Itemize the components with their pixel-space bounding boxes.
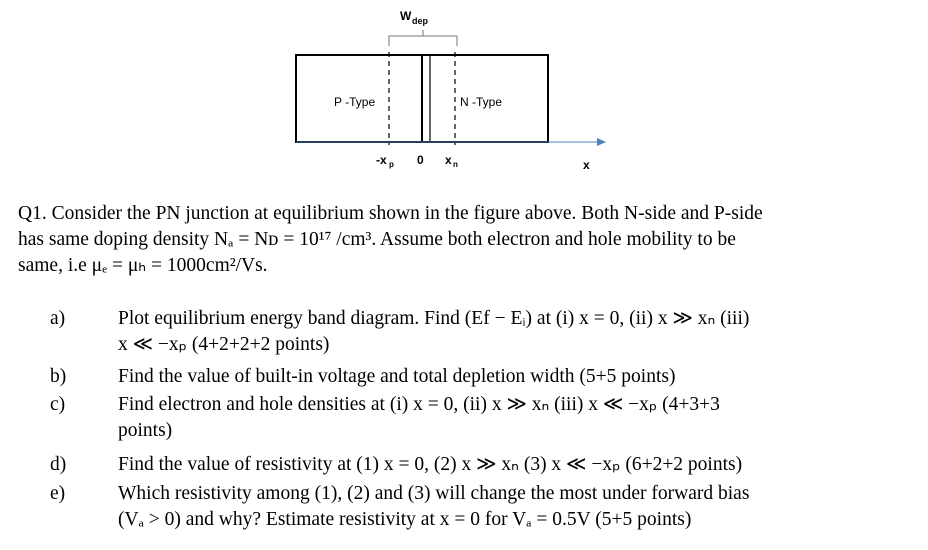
- part-b-text: [118, 364, 908, 390]
- part-b-line-1: Find the value of built-in voltage and total depletion width (5+5 points): [118, 366, 676, 387]
- xn-subscript: n: [453, 160, 458, 169]
- part-e-line-1: Which resistivity among (1), (2) and (3) will change the most under forward bias: [118, 483, 750, 504]
- part-e-line-2: (Vₐ > 0) and why? Estimate resistivity at x = 0 for Vₐ = 0.5V (5+5 points): [118, 509, 692, 530]
- part-d-line-1: Find the value of resistivity at (1) x = 0, (2) x ≫ xₙ (3) x ≪ −xₚ (6+2+2 points): [118, 454, 743, 475]
- part-a-line-1: Plot equilibrium energy band diagram. Find (Ef − Eᵢ) at (i) x = 0, (ii) x ≫ xₙ (iii): [118, 308, 750, 329]
- part-a-line-2: x ≪ −xₚ (4+2+2+2 points): [118, 334, 330, 355]
- part-c-line-2: points): [118, 420, 173, 441]
- question-text: [18, 201, 908, 279]
- p-type-label: P -Type: [334, 95, 376, 109]
- question-line-3: same, i.e μₑ = μₕ = 1000cm²/Vs.: [18, 255, 268, 276]
- part-a-letter: a): [50, 308, 66, 329]
- part-c-letter: c): [50, 394, 66, 415]
- neg-xp-subscript: p: [389, 160, 394, 169]
- question-line-2: has same doping density Nₐ = Nᴅ = 10¹⁷ /cm³. Assume both electron and hole mobility to be: [18, 229, 736, 250]
- n-type-label: N -Type: [460, 95, 503, 109]
- pn-junction-figure: [0, 0, 928, 195]
- zero-label: 0: [417, 153, 424, 167]
- part-e-text: [118, 481, 908, 533]
- w-dep-bracket: [389, 30, 457, 46]
- part-d-text: [118, 452, 908, 478]
- x-axis-label: x: [583, 158, 590, 172]
- part-b-letter: b): [50, 366, 67, 387]
- part-a-text: [118, 306, 908, 358]
- w-dep-label: W: [400, 9, 412, 23]
- part-c-line-1: Find electron and hole densities at (i) x = 0, (ii) x ≫ xₙ (iii) x ≪ −xₚ (4+3+3: [118, 394, 720, 415]
- xn-label: x: [445, 153, 452, 167]
- part-e-letter: e): [50, 483, 66, 504]
- part-d-letter: d): [50, 454, 67, 475]
- x-axis-arrowhead: [597, 138, 606, 146]
- neg-xp-label: -x: [376, 153, 387, 167]
- w-dep-subscript: dep: [412, 16, 429, 26]
- part-c-text: [118, 392, 908, 444]
- question-line-1: Q1. Consider the PN junction at equilibrium shown in the figure above. Both N-side and P-side: [18, 203, 763, 224]
